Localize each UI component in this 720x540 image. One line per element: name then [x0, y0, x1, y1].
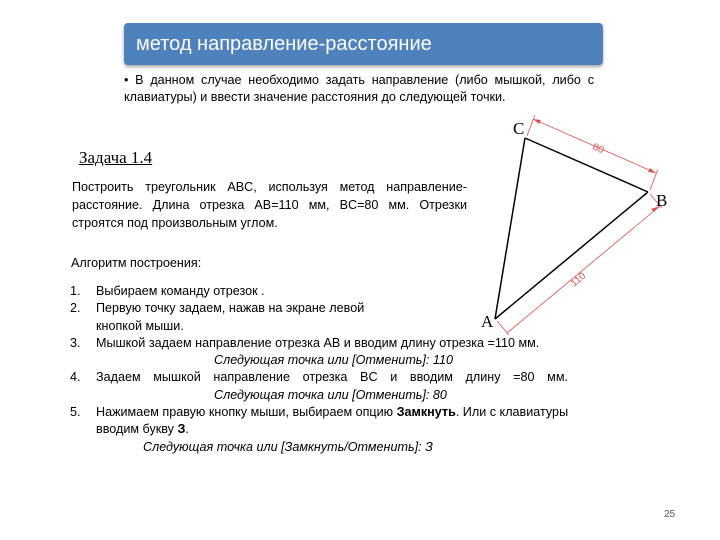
side-ac — [495, 138, 525, 319]
side-ba — [495, 192, 648, 319]
title-banner — [124, 23, 603, 65]
key-letter: З — [177, 422, 186, 437]
step-text: Первую точку задаем, нажав на экране левой кнопкой мыши. — [96, 301, 365, 333]
step-number: 5. — [70, 405, 81, 420]
step-text-part: . — [185, 422, 189, 437]
step-number: 4. — [70, 370, 81, 385]
step-text — [96, 404, 576, 439]
step-number: 3. — [70, 335, 81, 350]
slide-title: метод направление-расстояние — [136, 33, 432, 55]
extension-line — [527, 115, 535, 136]
option-close: Замкнуть — [396, 405, 456, 420]
step-text-part: . Или с клавиатуры вводим букву — [96, 405, 569, 437]
intro-paragraph: • В данном случае необходимо задать направление (либо мышкой, либо с клавиатуры) и ввести значение расстояния до следующей точки. — [124, 73, 594, 104]
arrow-icon — [648, 168, 656, 173]
page-number: 25 — [664, 509, 676, 520]
vertex-label-c: C — [513, 119, 525, 138]
algorithm-title: Алгоритм построения: — [71, 256, 202, 270]
step-5 — [70, 404, 585, 456]
command-prompt: Следующая точка или [Отменить]: 110 — [214, 353, 454, 368]
step-text-part: Нажимаем правую кнопку мыши, выбираем опцию — [96, 405, 397, 420]
step-number: 2. — [70, 301, 81, 316]
triangle-figure — [470, 105, 690, 335]
step-4 — [70, 369, 585, 404]
task-title: Задача 1.4 — [79, 148, 153, 167]
step-text: Задаем мышкой направление отрезка BC и вводим длину =80 мм. — [96, 370, 568, 385]
vertex-label-a: A — [481, 312, 494, 331]
command-prompt: Следующая точка или [Отменить]: 80 — [214, 387, 447, 402]
step-text: Выбираем команду отрезок . — [96, 284, 265, 298]
command-prompt: Следующая точка или [Замкнуть/Отменить]: З — [143, 439, 433, 454]
extension-line — [497, 321, 509, 335]
step-number: 1. — [70, 284, 81, 298]
step-text: Мышкой задаем направление отрезка AB и вводим длину отрезка =110 мм. — [96, 335, 540, 350]
task-description: Построить треугольник ABC, используя метод направление-расстояние. Длина отрезка AB=110 мм, BC=80 мм. Отрезки строятся под произвольным углом. — [72, 180, 467, 230]
dimension-label-bc: 80 — [590, 141, 606, 157]
dimension-label-ab: 110 — [568, 270, 589, 290]
dimension-ab — [497, 194, 662, 335]
dimension-line — [507, 206, 660, 333]
step-3 — [70, 335, 585, 370]
vertex-label-b: B — [656, 191, 668, 210]
arrow-icon — [533, 119, 541, 124]
side-cb — [525, 138, 648, 192]
